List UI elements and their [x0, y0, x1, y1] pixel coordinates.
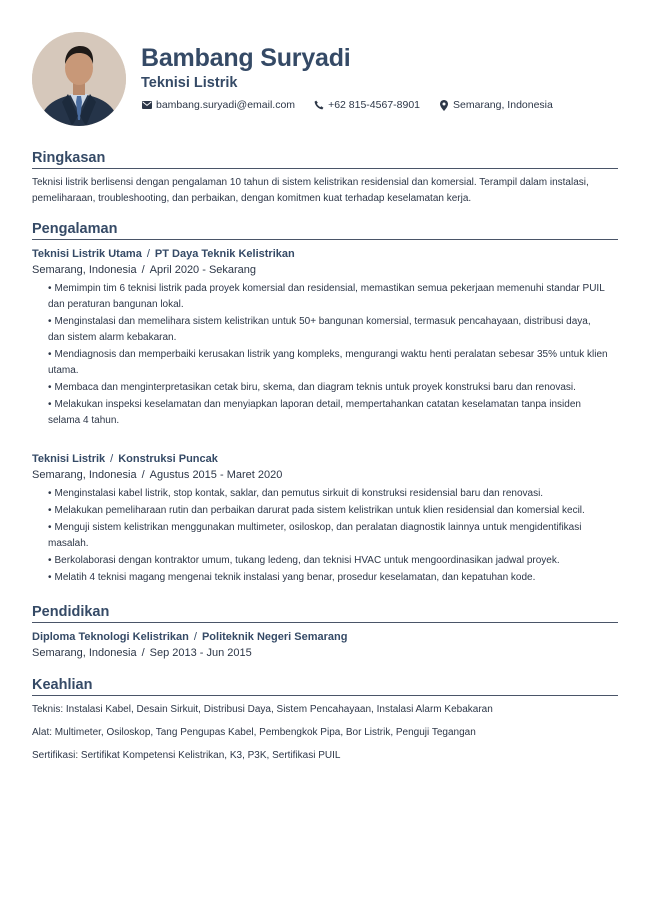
- skills-section: [32, 677, 618, 764]
- job-bullets: [32, 486, 618, 586]
- contact-email[interactable]: [141, 99, 295, 111]
- skill-line-technical: Teknis: Instalasi Kabel, Desain Sirkuit, Distribusi Daya, Sistem Pencahayaan, Instalasi Alarm Kebakaran: [32, 704, 493, 715]
- email-text: bambang.suryadi@email.com: [156, 99, 296, 111]
- bullet-text: Menginstalasi dan memelihara sistem kelistrikan untuk 50+ bangunan komersial, termasuk pencahayaan, distribusi daya, dan sistem alarm kebakaran.: [48, 316, 591, 343]
- bullet-dot: •: [48, 382, 52, 393]
- resume-header: [32, 32, 618, 132]
- phone-text: +62 815-4567-8901: [328, 99, 421, 111]
- envelope-icon: [141, 100, 152, 111]
- job-company: PT Daya Teknik Kelistrikan: [154, 248, 295, 260]
- experience-section: [32, 221, 618, 586]
- job-entry: [32, 451, 618, 586]
- education-header: [32, 629, 618, 645]
- job-header: [32, 451, 618, 467]
- bullet-text: Melatih 4 teknisi magang mengenai teknik instalasi yang benar, prosedur keselamatan, dan kepatuhan kode.: [54, 572, 536, 583]
- separator: /: [141, 469, 145, 481]
- bullet-text: Menguji sistem kelistrikan menggunakan multimeter, osiloskop, dan peralatan diagnostik lainnya untuk mengidentifikasi masalah.: [48, 522, 582, 549]
- job-company: Konstruksi Puncak: [118, 453, 218, 465]
- location-text: Semarang, Indonesia: [453, 99, 553, 111]
- bullet-dot: •: [48, 488, 52, 499]
- bullet-dot: •: [48, 399, 52, 410]
- education-entry: [32, 629, 618, 661]
- bullet-dot: •: [48, 505, 52, 516]
- bullet-text: Memimpin tim 6 teknisi listrik pada proyek komersial dan residensial, memastikan semua pekerjaan memenuhi standar PUIL dan peraturan bangunan lokal.: [48, 283, 605, 310]
- bullet-text: Menginstalasi kabel listrik, stop kontak, saklar, dan pemutus sirkuit di konstruksi residensial baru dan renovasi.: [54, 488, 544, 499]
- school: Politeknik Negeri Semarang: [201, 631, 348, 643]
- job-meta: [32, 262, 618, 278]
- bullet-text: Berkolaborasi dengan kontraktor umum, tukang ledeng, dan teknisi HVAC untuk mengoordinasikan jadwal proyek.: [54, 555, 560, 566]
- education-dates: Sep 2013 - Jun 2015: [149, 647, 252, 659]
- job-role: Teknisi Listrik Utama: [32, 248, 142, 260]
- bullet-item: [48, 503, 610, 519]
- bullet-dot: •: [48, 316, 52, 327]
- education-section: [32, 604, 618, 661]
- bullet-item: [48, 397, 610, 429]
- bullet-text: Mendiagnosis dan memperbaiki kerusakan listrik yang kompleks, mengurangi waktu henti peralatan sebesar 35% untuk klien utama.: [48, 349, 608, 376]
- education-location: Semarang, Indonesia: [32, 647, 137, 659]
- bullet-dot: •: [48, 349, 52, 360]
- job-location: Semarang, Indonesia: [32, 469, 137, 481]
- candidate-name: Bambang Suryadi: [141, 44, 351, 72]
- summary-text: Teknisi listrik berlisensi dengan pengalaman 10 tahun di sistem kelistrikan residensial dan komersial. Terampil dalam instalasi, pemeliharaan, troubleshooting, dan perbaikan, dengan komitmen kuat terhadap keselamatan kerja.: [32, 177, 589, 204]
- job-role: Teknisi Listrik: [32, 453, 106, 465]
- job-location: Semarang, Indonesia: [32, 264, 137, 276]
- separator: /: [141, 264, 145, 276]
- contact-row: [141, 99, 571, 111]
- contact-location: [438, 99, 553, 111]
- job-entry: [32, 246, 618, 429]
- bullet-item: [48, 314, 610, 346]
- education-heading: Pendidikan: [32, 604, 618, 623]
- bullet-item: [48, 570, 610, 586]
- experience-heading: Pengalaman: [32, 221, 618, 240]
- profile-photo: [32, 32, 126, 126]
- degree: Diploma Teknologi Kelistrikan: [32, 631, 189, 643]
- phone-icon: [313, 100, 324, 111]
- contact-phone[interactable]: [313, 99, 420, 111]
- bullet-text: Membaca dan menginterpretasikan cetak biru, skema, dan diagram teknis untuk proyek konstruksi baru dan renovasi.: [54, 382, 576, 393]
- bullet-item: [48, 281, 610, 313]
- job-dates: April 2020 - Sekarang: [149, 264, 257, 276]
- skill-line-tools: Alat: Multimeter, Osiloskop, Tang Pengupas Kabel, Pembengkok Pipa, Bor Listrik, Penguji Tegangan: [32, 727, 476, 738]
- separator: /: [193, 631, 197, 643]
- education-meta: [32, 645, 618, 661]
- job-meta: [32, 467, 618, 483]
- bullet-dot: •: [48, 522, 52, 533]
- bullet-item: [48, 380, 610, 396]
- job-title: Teknisi Listrik: [141, 75, 238, 91]
- skill-line-certifications: Sertifikasi: Sertifikat Kompetensi Kelistrikan, K3, P3K, Sertifikasi PUIL: [32, 750, 341, 761]
- avatar: [32, 32, 126, 126]
- bullet-dot: •: [48, 555, 52, 566]
- summary-heading: Ringkasan: [32, 150, 618, 169]
- header-text: [141, 32, 571, 111]
- bullet-dot: •: [48, 283, 52, 294]
- bullet-item: [48, 347, 610, 379]
- bullet-item: [48, 520, 610, 552]
- separator: /: [141, 647, 145, 659]
- bullet-text: Melakukan inspeksi keselamatan dan menyiapkan laporan detail, mempertahankan catatan keselamatan tanpa insiden selama 4 tahun.: [48, 399, 581, 426]
- separator: /: [110, 453, 114, 465]
- bullet-dot: •: [48, 572, 52, 583]
- bullet-text: Melakukan pemeliharaan rutin dan perbaikan darurat pada sistem kelistrikan untuk klien residensial dan komersial kecil.: [54, 505, 585, 516]
- bullet-item: [48, 486, 610, 502]
- job-dates: Agustus 2015 - Maret 2020: [149, 469, 283, 481]
- job-bullets: [32, 281, 618, 429]
- skills-heading: Keahlian: [32, 677, 618, 696]
- bullet-item: [48, 553, 610, 569]
- job-header: [32, 246, 618, 262]
- summary-section: [32, 150, 618, 207]
- map-pin-icon: [438, 100, 449, 111]
- separator: /: [146, 248, 150, 260]
